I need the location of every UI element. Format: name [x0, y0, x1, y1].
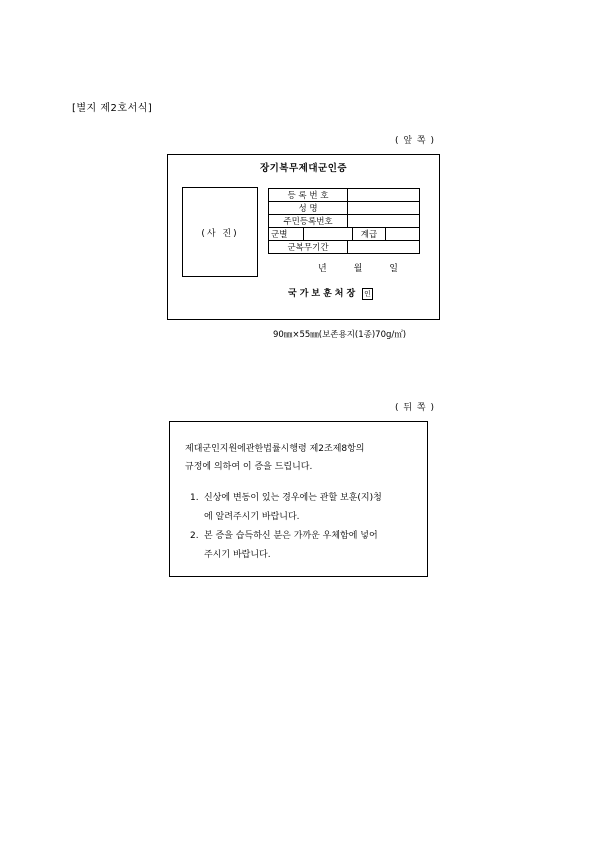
registration-no-value — [348, 189, 420, 202]
photo-label: (사 진) — [201, 228, 239, 239]
day-label: 일 — [389, 264, 398, 274]
front-side-label: ( 앞 쪽 ) — [395, 136, 435, 146]
resident-no-label: 주민등록번호 — [269, 215, 348, 228]
rank-value — [386, 228, 420, 240]
form-label: [별지 제2호서식] — [72, 103, 153, 114]
notice-item-continued — [190, 546, 425, 565]
notice-text: 본 증을 습득하신 분은 가까운 우체함에 넣어 — [204, 531, 378, 541]
service-period-value — [348, 241, 420, 254]
photo-box — [182, 187, 258, 277]
notice-item-continued — [190, 508, 425, 527]
rank-label: 계급 — [353, 228, 386, 240]
notice-text: 주시기 바랍니다. — [204, 550, 271, 560]
card-back — [169, 421, 428, 577]
branch-rank-row — [269, 228, 420, 241]
year-label: 년 — [318, 264, 327, 274]
resident-no-value — [348, 215, 420, 228]
card-title: 장기복무제대군인증 — [259, 163, 348, 174]
name-label: 성 명 — [269, 202, 348, 215]
notice-text: 에 알려주시기 바랍니다. — [204, 512, 300, 522]
notice-list — [190, 489, 425, 565]
back-intro — [185, 440, 365, 476]
name-value — [348, 202, 420, 215]
notice-item — [190, 527, 425, 546]
seal-mark: 인 — [364, 290, 371, 298]
registration-no-label: 등 록 번 호 — [269, 189, 348, 202]
notice-text: 신상에 변동이 있는 경우에는 관할 보훈(지)청 — [204, 493, 382, 503]
branch-label: 군별 — [269, 228, 304, 240]
notice-number: 2. — [190, 531, 199, 541]
service-period-label: 군복무기간 — [269, 241, 348, 254]
intro-line-1: 제대군인지원에관한법률시행령 제2조제8항의 — [185, 444, 365, 454]
info-table — [268, 188, 420, 254]
branch-value — [304, 228, 353, 240]
intro-line-2: 규정에 의하여 이 증을 드립니다. — [185, 462, 313, 472]
issuer-name: 국가보훈처장 — [288, 289, 359, 299]
month-label: 월 — [353, 264, 363, 274]
issuer — [288, 286, 373, 300]
back-side-label: ( 뒤 쪽 ) — [395, 403, 435, 413]
notice-number: 1. — [190, 493, 199, 503]
card-spec: 90㎜×55㎜(보존용지(1종)70g/㎡) — [273, 330, 407, 340]
notice-item — [190, 489, 425, 508]
card-front — [167, 154, 440, 320]
issue-date — [318, 261, 398, 274]
